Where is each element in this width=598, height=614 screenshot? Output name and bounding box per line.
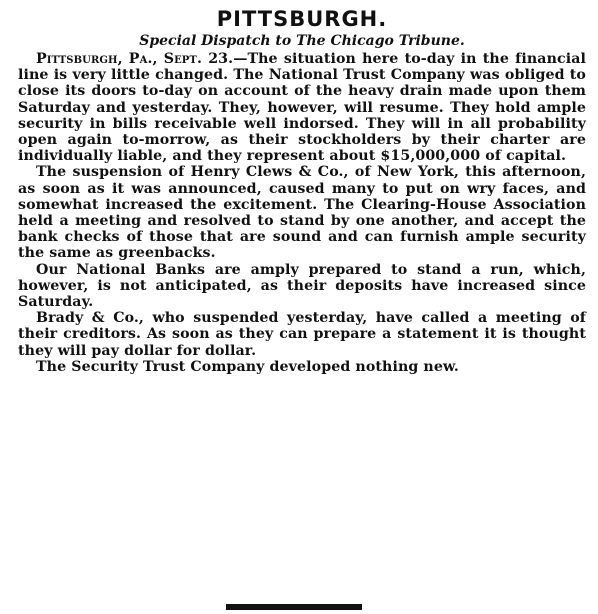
article-paragraph-3: Our National Banks are amply prepared to stand a run, which, however, is not anticipated, as their deposits have increased since Saturday. [18,261,586,311]
article-paragraph-1-text: —The situation here to-day in the financial line is very little changed. The National Trust Company was obliged to close its doors to-day on account of the heavy drain made upon them Saturday and yesterday. They, however, will resume. They hold ample security in bills receivable well indorsed. They will in all probability open again to-morrow, as their stockholders by their charter are individually liable, and they represent about $15,000,000 of capital. [18,51,586,165]
article-dateline: Pittsburgh, Pa., Sept. 23. [36,51,234,67]
section-divider-rule [226,604,362,610]
article-subhead: Special Dispatch to The Chicago Tribune. [139,33,465,49]
news-article [18,6,586,375]
article-paragraph-5: The Security Trust Company developed nothing new. [36,358,459,375]
article-headline: PITTSBURGH. [216,7,388,31]
article-paragraph-2: The suspension of Henry Clews & Co., of New York, this afternoon, as soon as it was announced, caused many to put on wry faces, and somewhat increased the excitement. The Clearing-House Association held a meeting and resolved to stand by one another, and accept the bank checks of those that are sound and can furnish ample security the same as greenbacks. [18,164,586,262]
article-paragraph-4: Brady & Co., who suspended yesterday, have called a meeting of their creditors. As soon as they can prepare a statement it is thought they will pay dollar for dollar. [18,310,586,359]
article-paragraph-1 [18,51,586,164]
